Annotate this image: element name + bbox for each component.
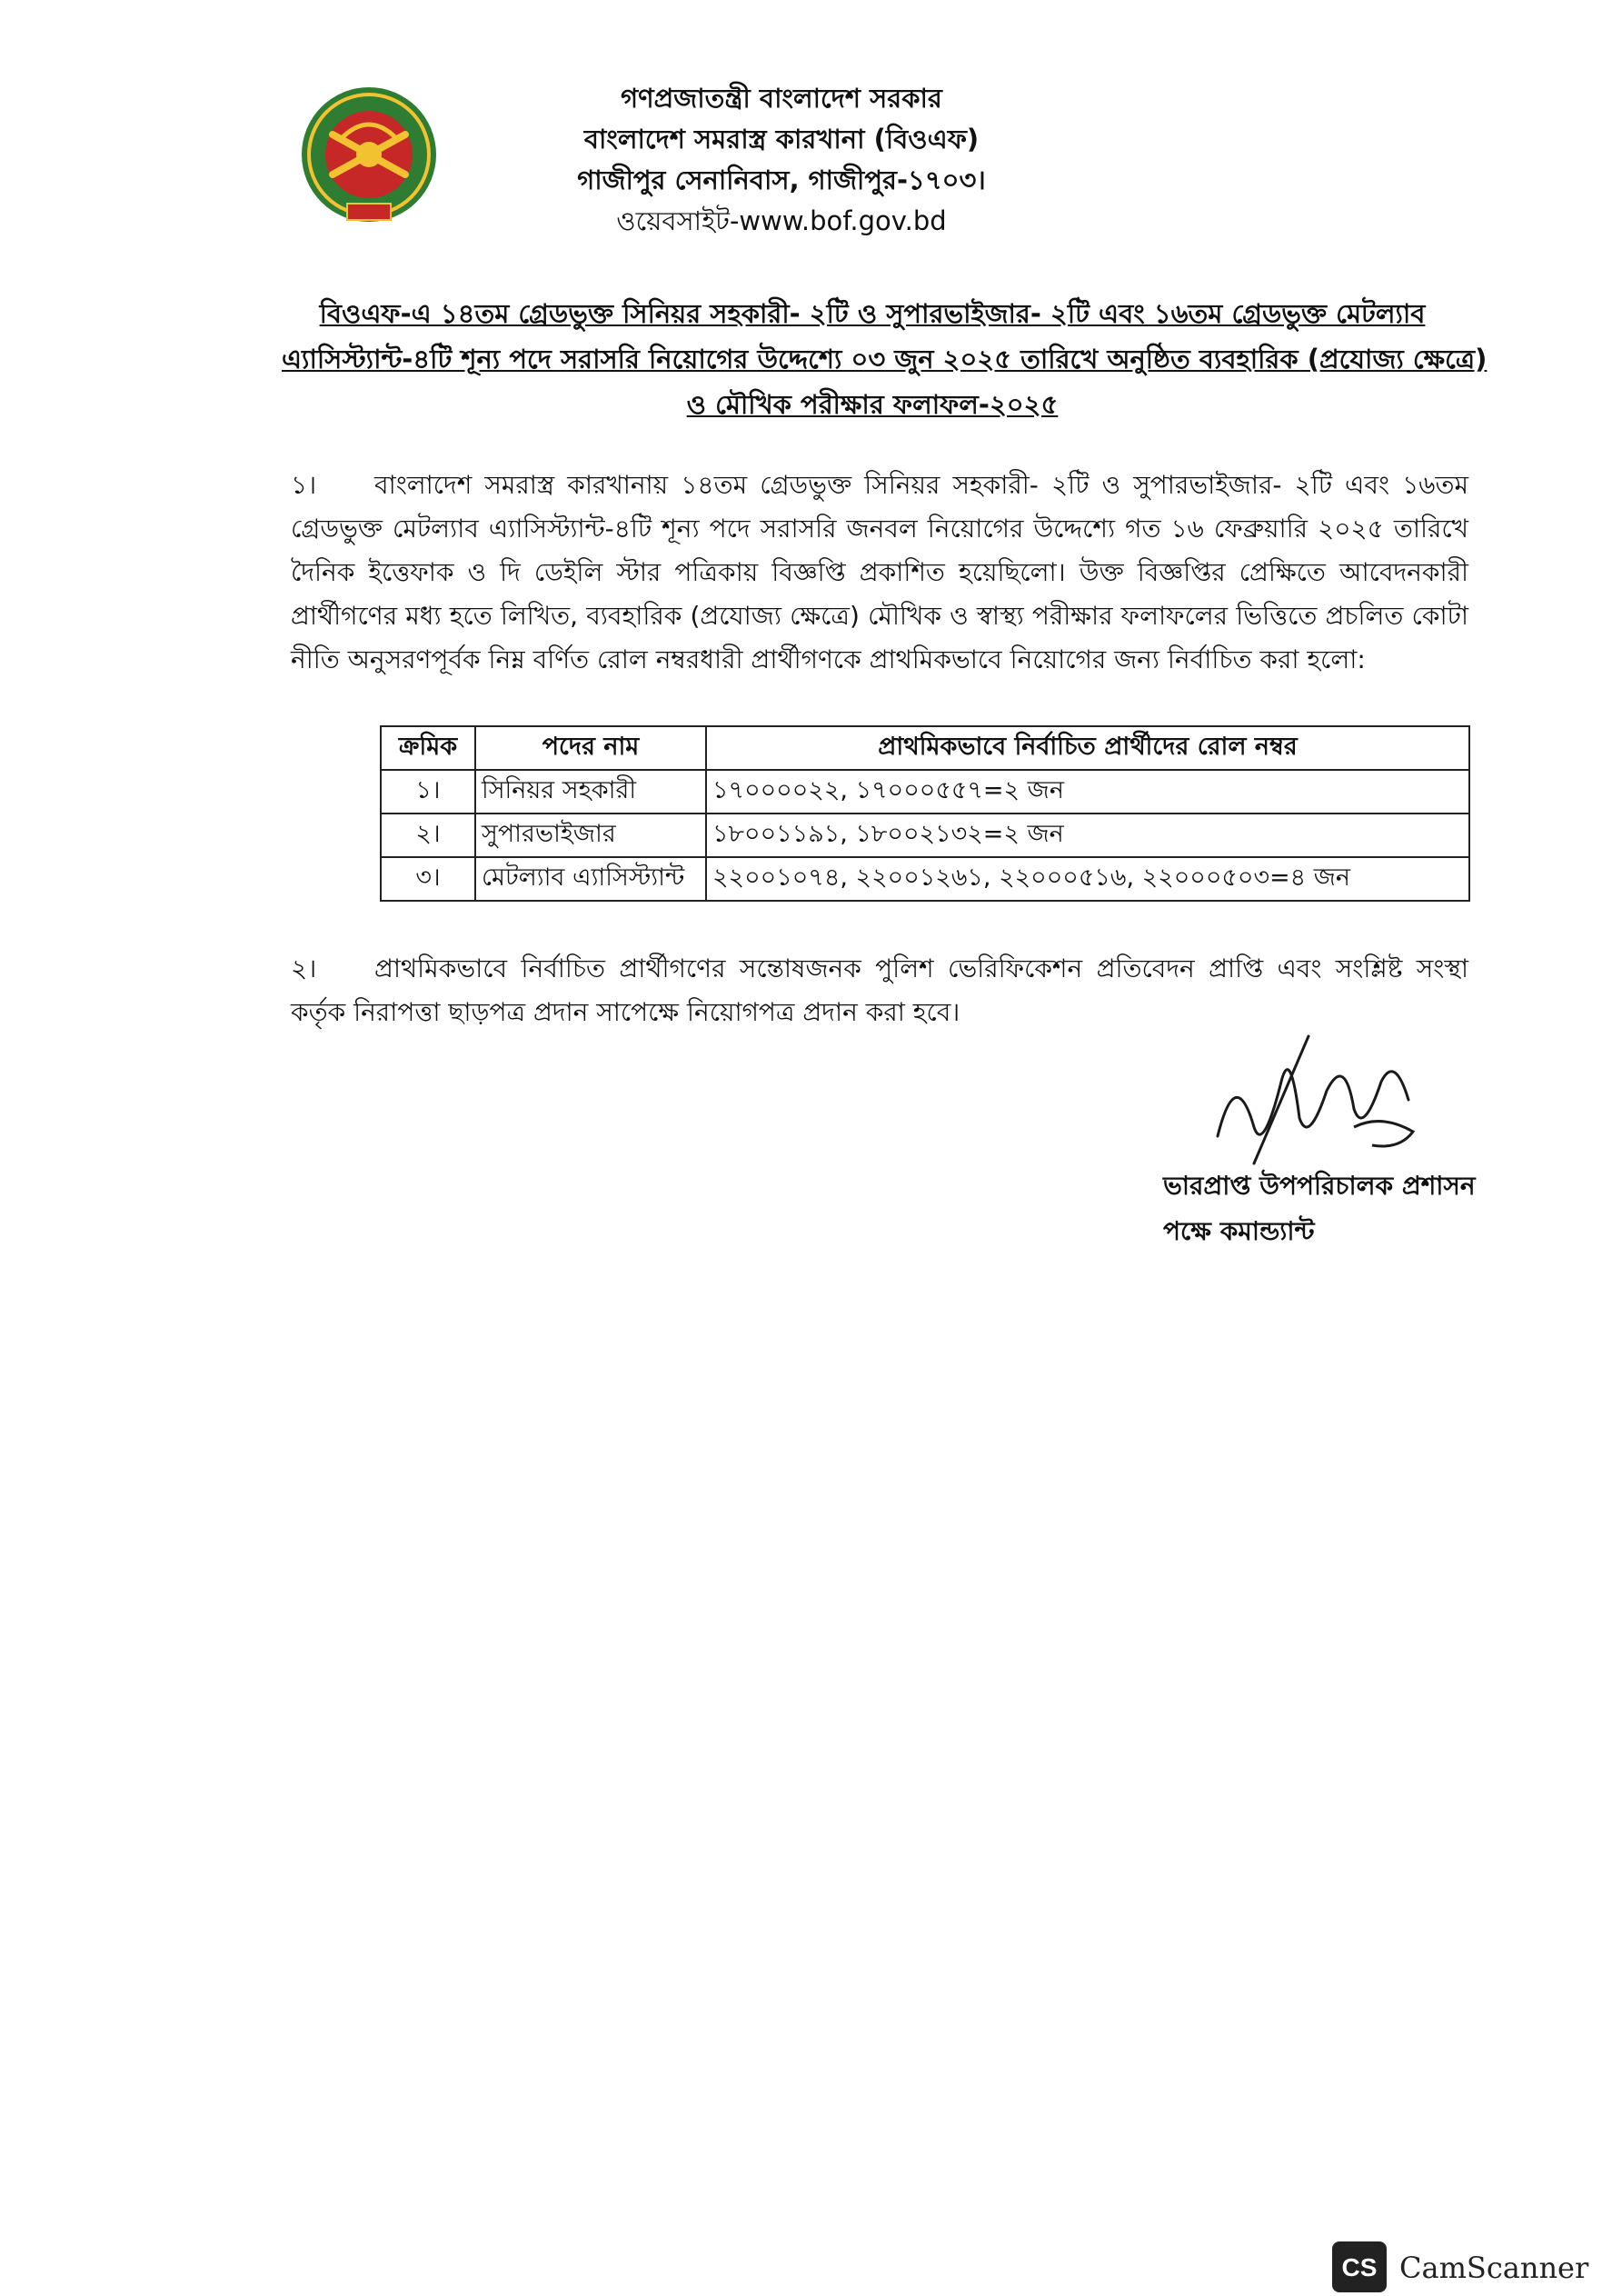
camscanner-brand: CamScanner [1399, 2251, 1589, 2285]
signatory-on-behalf: পক্ষে কমান্ড্যান্ট [1163, 1216, 1315, 1246]
bof-emblem-icon [296, 84, 442, 229]
government-name: গণপ্রজাতন্ত্রী বাংলাদেশ সরকার [621, 83, 942, 114]
handwritten-signature [1199, 1027, 1436, 1173]
svg-text:CS: CS [1341, 2253, 1378, 2281]
camscanner-watermark [1332, 2241, 1605, 2292]
row-post: মেটল্যাব এ্যাসিস্ট্যান্ট [475, 857, 706, 901]
subject-line-1: বিওএফ-এ ১৪তম গ্রেডভুক্ত সিনিয়র সহকারী- ২টি ও সুপারভাইজার- ২টি এবং ১৬তম গ্রেডভুক্ত মেটল্যাব [319, 298, 1426, 329]
row-serial: ৩। [381, 857, 475, 901]
row-serial: ১। [381, 770, 475, 814]
paragraph-2 [291, 947, 1468, 1034]
row-roll-numbers: ১৮০০১১৯১, ১৮০০২১৩২=২ জন [706, 814, 1469, 857]
row-roll-numbers: ২২০০১০৭৪, ২২০০১২৬১, ২২০০০৫১৬, ২২০০০৫০৩=৪ জন [706, 857, 1469, 901]
table-row [381, 770, 1469, 814]
header-serial: ক্রমিক [381, 726, 475, 770]
subject-line-3: ও মৌখিক পরীক্ষার ফলাফল-২০২৫ [686, 389, 1059, 420]
paragraph-1 [291, 464, 1468, 682]
results-table [380, 725, 1470, 902]
row-serial: ২। [381, 814, 475, 857]
header-post: পদের নাম [475, 726, 706, 770]
subject-line-2: এ্যাসিস্ট্যান্ট-৪টি শূন্য পদে সরাসরি নিয়োগের উদ্দেশ্যে ০৩ জুন ২০২৫ তারিখে অনুষ্ঠিত ব্যবহারিক (প্রযোজ্য ক্ষেত্রে) [282, 344, 1488, 374]
paragraph-number: ২। [291, 953, 317, 983]
organization-name: বাংলাদেশ সমরাস্ত্র কারখানা (বিওএফ) [583, 124, 980, 155]
row-roll-numbers: ১৭০০০০২২, ১৭০০০৫৫৭=২ জন [706, 770, 1469, 814]
camscanner-logo-icon [1332, 2241, 1387, 2292]
row-post: সুপারভাইজার [475, 814, 706, 857]
notice-subject [282, 291, 1488, 427]
row-post: সিনিয়র সহকারী [475, 770, 706, 814]
paragraph-text: প্রাথমিকভাবে নির্বাচিত প্রার্থীগণের সন্তোষজনক পুলিশ ভেরিফিকেশন প্রতিবেদন প্রাপ্তি এবং সংশ্লিষ্ট সংস্থা কর্তৃক নিরাপত্তা ছাড়পত্র প্রদান সাপেক্ষে নিয়োগপত্র প্রদান করা হবে। [291, 953, 1468, 1027]
table-row [381, 857, 1469, 901]
organization-address: গাজীপুর সেনানিবাস, গাজীপুর-১৭০৩। [577, 165, 986, 195]
organization-website: ওয়েবসাইট-www.bof.gov.bd [616, 205, 947, 236]
header-roll-numbers: প্রাথমিকভাবে নির্বাচিত প্রার্থীদের রোল নম্বর [706, 726, 1469, 770]
letterhead [509, 78, 1054, 242]
table-header-row [381, 726, 1469, 770]
paragraph-text: বাংলাদেশ সমরাস্ত্র কারখানায় ১৪তম গ্রেডভুক্ত সিনিয়র সহকারী- ২টি ও সুপারভাইজার- ২টি এবং ১৬তম গ্রেডভুক্ত মেটল্যাব এ্যাসিস্ট্যান্ট-৪টি শূন্য পদে সরাসরি জনবল নিয়োগের উদ্দেশ্যে গত ১৬ ফেব্রুয়ারি ২০২৫ তারিখে দৈনিক ইত্তেফাক ও দি ডেইলি স্টার পত্রিকায় বিজ্ঞপ্তি প্রকাশিত হয়েছিলো। উক্ত বিজ্ঞপ্তির প্রেক্ষিতে আবেদনকারী প্রার্থীগণের মধ্য হতে লিখিত, ব্যবহারিক (প্রযোজ্য ক্ষেত্রে) মৌখিক ও স্বাস্থ্য পরীক্ষার ফলাফলের ভিত্তিতে প্রচলিত কোটা নীতি অনুসরণপূর্বক নিম্ন বর্ণিত রোল নম্বরধারী প্রার্থীগণকে প্রাথমিকভাবে নিয়োগের জন্য নির্বাচিত করা হলো: [291, 470, 1468, 674]
signatory-designation: ভারপ্রাপ্ত উপপরিচালক প্রশাসন [1163, 1171, 1476, 1201]
table-row [381, 814, 1469, 857]
signature-block [1163, 1163, 1476, 1254]
paragraph-number: ১। [291, 470, 317, 500]
